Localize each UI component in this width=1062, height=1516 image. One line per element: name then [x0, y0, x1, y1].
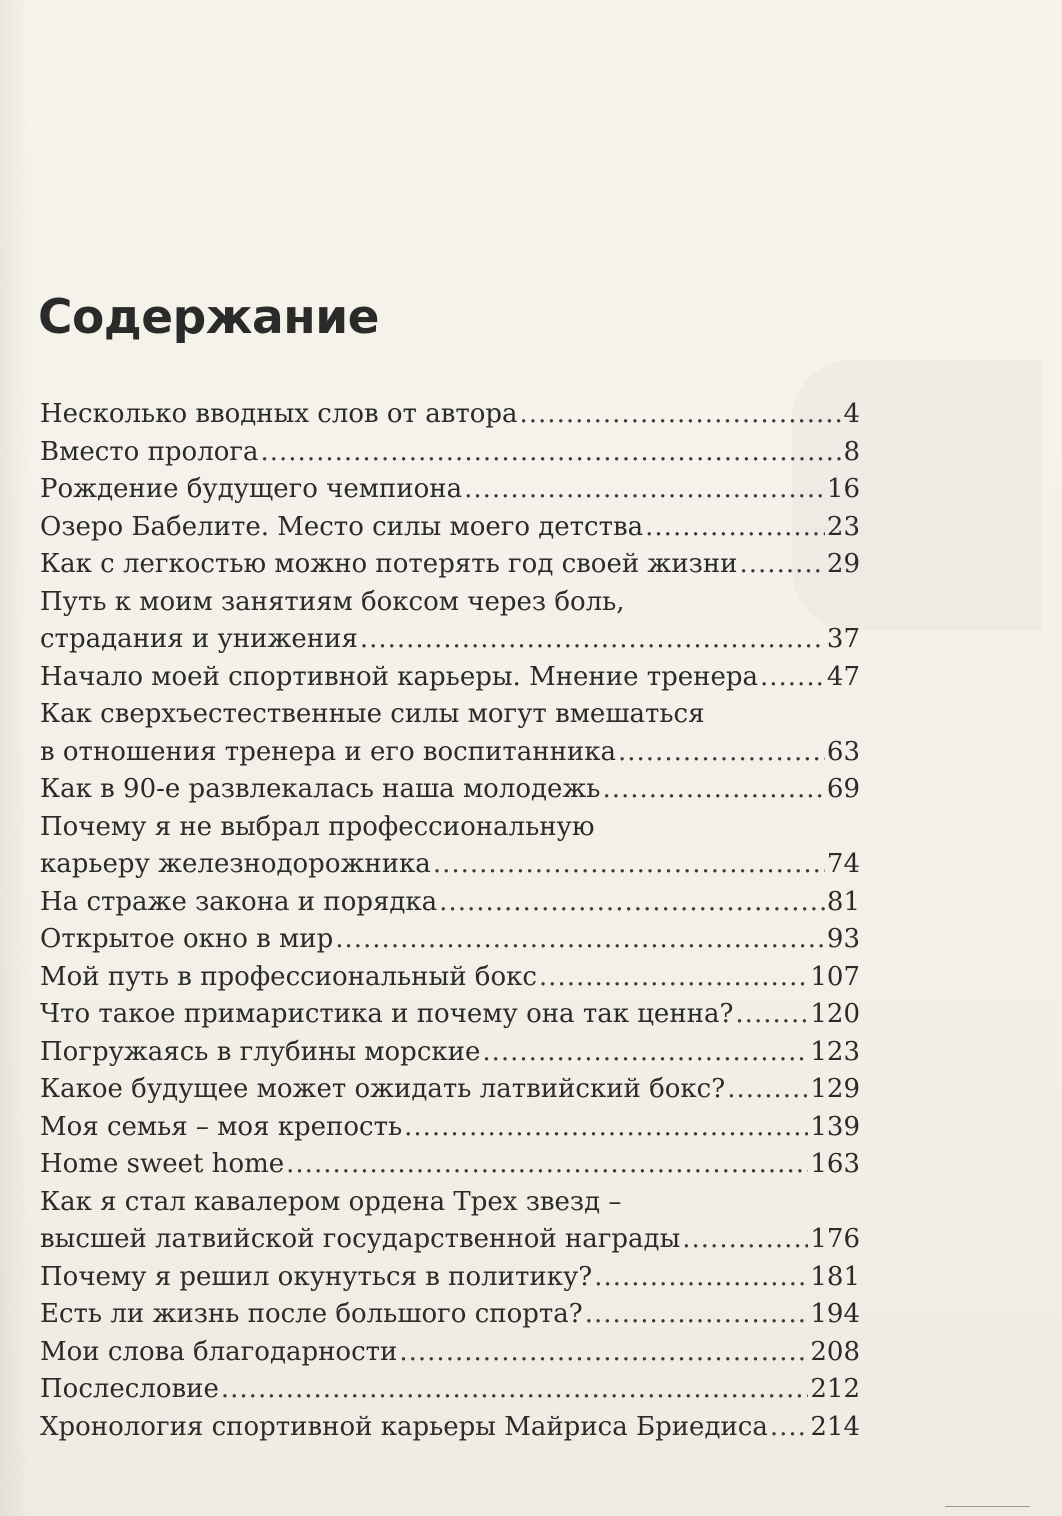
toc-entry-title: Как в 90-е развлекалась наша молодежь [40, 774, 601, 804]
toc-entry-title-line: Как я стал кавалером ордена Трех звезд – [40, 1186, 622, 1217]
dot-leader [464, 471, 825, 509]
toc-entry-row [40, 1221, 860, 1259]
toc-entry-title: Что такое примаристика и почему она так ценна? [40, 999, 734, 1029]
toc-entry-title: Погружаясь в глубины морские [40, 1036, 481, 1067]
toc-entry-page-number: 81 [826, 886, 860, 917]
toc-entry-row [40, 471, 860, 509]
toc-entry-title: Послесловие [40, 1374, 219, 1404]
toc-entry-page-number: 8 [843, 436, 860, 467]
toc-entry [40, 1334, 860, 1372]
dot-leader [221, 1371, 808, 1409]
toc-entry [40, 1109, 860, 1147]
toc-entry-title: Мой путь в профессиональный бокс [40, 961, 537, 992]
toc-entry-page-number: 120 [810, 999, 860, 1029]
toc-entry-title: страдания и унижения [40, 624, 358, 654]
toc-entry-row [40, 434, 860, 472]
toc-entry-title: Мои слова благодарности [40, 1336, 398, 1367]
dot-leader [618, 734, 825, 772]
toc-entry [40, 1034, 860, 1072]
toc-entry-page-number: 194 [810, 1299, 860, 1329]
toc-entry-title-line: Почему я не выбрал профессиональную [40, 811, 595, 842]
toc-entry-page-number: 29 [826, 549, 860, 579]
toc-entry-page-number: 181 [810, 1261, 860, 1292]
toc-entry-page-number: 107 [810, 961, 860, 992]
toc-entry [40, 584, 860, 659]
toc-entry-page-number: 4 [843, 399, 860, 429]
dot-leader [594, 1259, 808, 1297]
toc-entry-title: Почему я решил окунуться в политику? [40, 1261, 593, 1292]
toc-entry-row [40, 1259, 860, 1297]
toc-entry [40, 921, 860, 959]
toc-entry-row [40, 659, 860, 697]
toc-entry [40, 1259, 860, 1297]
toc-entry-page-number: 163 [810, 1149, 860, 1179]
toc-entry-page-number: 123 [810, 1036, 860, 1067]
dot-leader [760, 659, 825, 697]
toc-entry-title: Home sweet home [40, 1149, 285, 1179]
table-of-contents [40, 396, 860, 1446]
toc-entry-row [40, 621, 860, 659]
toc-entry-title: в отношения тренера и его воспитанника [40, 736, 616, 767]
toc-entry-page-number: 176 [810, 1224, 860, 1254]
toc-entry-row [40, 884, 860, 922]
toc-entry [40, 1409, 860, 1447]
dot-leader [404, 1109, 808, 1147]
toc-entry-row [40, 959, 860, 997]
toc-entry [40, 1184, 860, 1259]
folio-rule [945, 1506, 1030, 1507]
toc-entry-title: карьеру железнодорожника [40, 849, 431, 879]
toc-entry-row [40, 1334, 860, 1372]
dot-leader [645, 509, 825, 547]
toc-entry-page-number: 129 [810, 1074, 860, 1104]
dot-leader [482, 1034, 808, 1072]
toc-entry-row [40, 996, 860, 1034]
toc-entry-row [40, 1296, 860, 1334]
toc-entry-title: Есть ли жизнь после большого спорта? [40, 1299, 583, 1329]
toc-entry-page-number: 74 [826, 849, 860, 879]
dot-leader [740, 546, 825, 584]
toc-entry-title-line: Путь к моим занятиям боксом через боль, [40, 586, 625, 617]
dot-leader [360, 621, 825, 659]
dot-leader [585, 1296, 809, 1334]
toc-entry-page-number: 139 [810, 1111, 860, 1142]
dot-leader [439, 884, 825, 922]
toc-entry [40, 659, 860, 697]
toc-entry-row [40, 734, 860, 772]
toc-entry [40, 696, 860, 771]
toc-entry [40, 471, 860, 509]
page-title: Содержание [38, 290, 380, 345]
toc-entry [40, 996, 860, 1034]
dot-leader [602, 771, 824, 809]
toc-entry [40, 771, 860, 809]
toc-entry-title: Моя семья – моя крепость [40, 1111, 403, 1142]
dot-leader [770, 1409, 809, 1447]
toc-entry-row [40, 771, 860, 809]
toc-entry-row [40, 546, 860, 584]
toc-entry-row [40, 1109, 860, 1147]
toc-entry [40, 1146, 860, 1184]
toc-entry-page-number: 214 [810, 1411, 860, 1442]
toc-entry-row [40, 509, 860, 547]
toc-entry [40, 959, 860, 997]
toc-entry-row [40, 1034, 860, 1072]
toc-entry-page-number: 16 [826, 474, 860, 504]
dot-leader [261, 434, 842, 472]
toc-entry [40, 546, 860, 584]
toc-entry [40, 1071, 860, 1109]
toc-entry-title: Хронология спортивной карьеры Майриса Бриедиса [40, 1411, 768, 1442]
dot-leader [735, 996, 808, 1034]
toc-entry-title: Начало моей спортивной карьеры. Мнение тренера [40, 661, 758, 692]
toc-entry [40, 396, 860, 434]
dot-leader [539, 959, 808, 997]
toc-entry-row [40, 1409, 860, 1447]
toc-entry-title: Рождение будущего чемпиона [40, 474, 463, 504]
toc-entry-title: Как с легкостью можно потерять год своей жизни [40, 549, 738, 579]
toc-entry-page-number: 212 [810, 1374, 860, 1404]
dot-leader [433, 846, 825, 884]
toc-entry-page-number: 93 [826, 924, 860, 954]
toc-entry-page-number: 69 [826, 774, 860, 804]
toc-entry-title: Какое будущее может ожидать латвийский бокс? [40, 1074, 726, 1104]
dot-leader [682, 1221, 808, 1259]
toc-entry-row [40, 921, 860, 959]
toc-entry [40, 809, 860, 884]
toc-entry-row [40, 396, 860, 434]
toc-entry-title: Вместо пролога [40, 436, 259, 467]
toc-entry-page-number: 208 [810, 1336, 860, 1367]
dot-leader [286, 1146, 808, 1184]
dot-leader [335, 921, 825, 959]
toc-entry-title: Несколько вводных слов от автора [40, 399, 518, 429]
toc-entry-page-number: 47 [826, 661, 860, 692]
toc-entry-title: Открытое окно в мир [40, 924, 334, 954]
toc-entry-row [40, 1071, 860, 1109]
toc-entry-title: высшей латвийской государственной награды [40, 1224, 681, 1254]
toc-entry [40, 509, 860, 547]
toc-entry-title: На страже закона и порядка [40, 886, 438, 917]
toc-entry-title: Озеро Бабелите. Место силы моего детства [40, 511, 644, 542]
toc-entry [40, 1371, 860, 1409]
toc-entry-row [40, 1146, 860, 1184]
toc-entry-row [40, 1371, 860, 1409]
dot-leader [399, 1334, 808, 1372]
dot-leader [520, 396, 842, 434]
toc-entry-page-number: 37 [826, 624, 860, 654]
toc-entry-title-line: Как сверхъестественные силы могут вмешаться [40, 699, 705, 729]
toc-entry-page-number: 23 [826, 511, 860, 542]
toc-entry-row [40, 846, 860, 884]
dot-leader [727, 1071, 808, 1109]
toc-entry-page-number: 63 [826, 736, 860, 767]
toc-entry [40, 884, 860, 922]
toc-entry [40, 1296, 860, 1334]
toc-entry [40, 434, 860, 472]
